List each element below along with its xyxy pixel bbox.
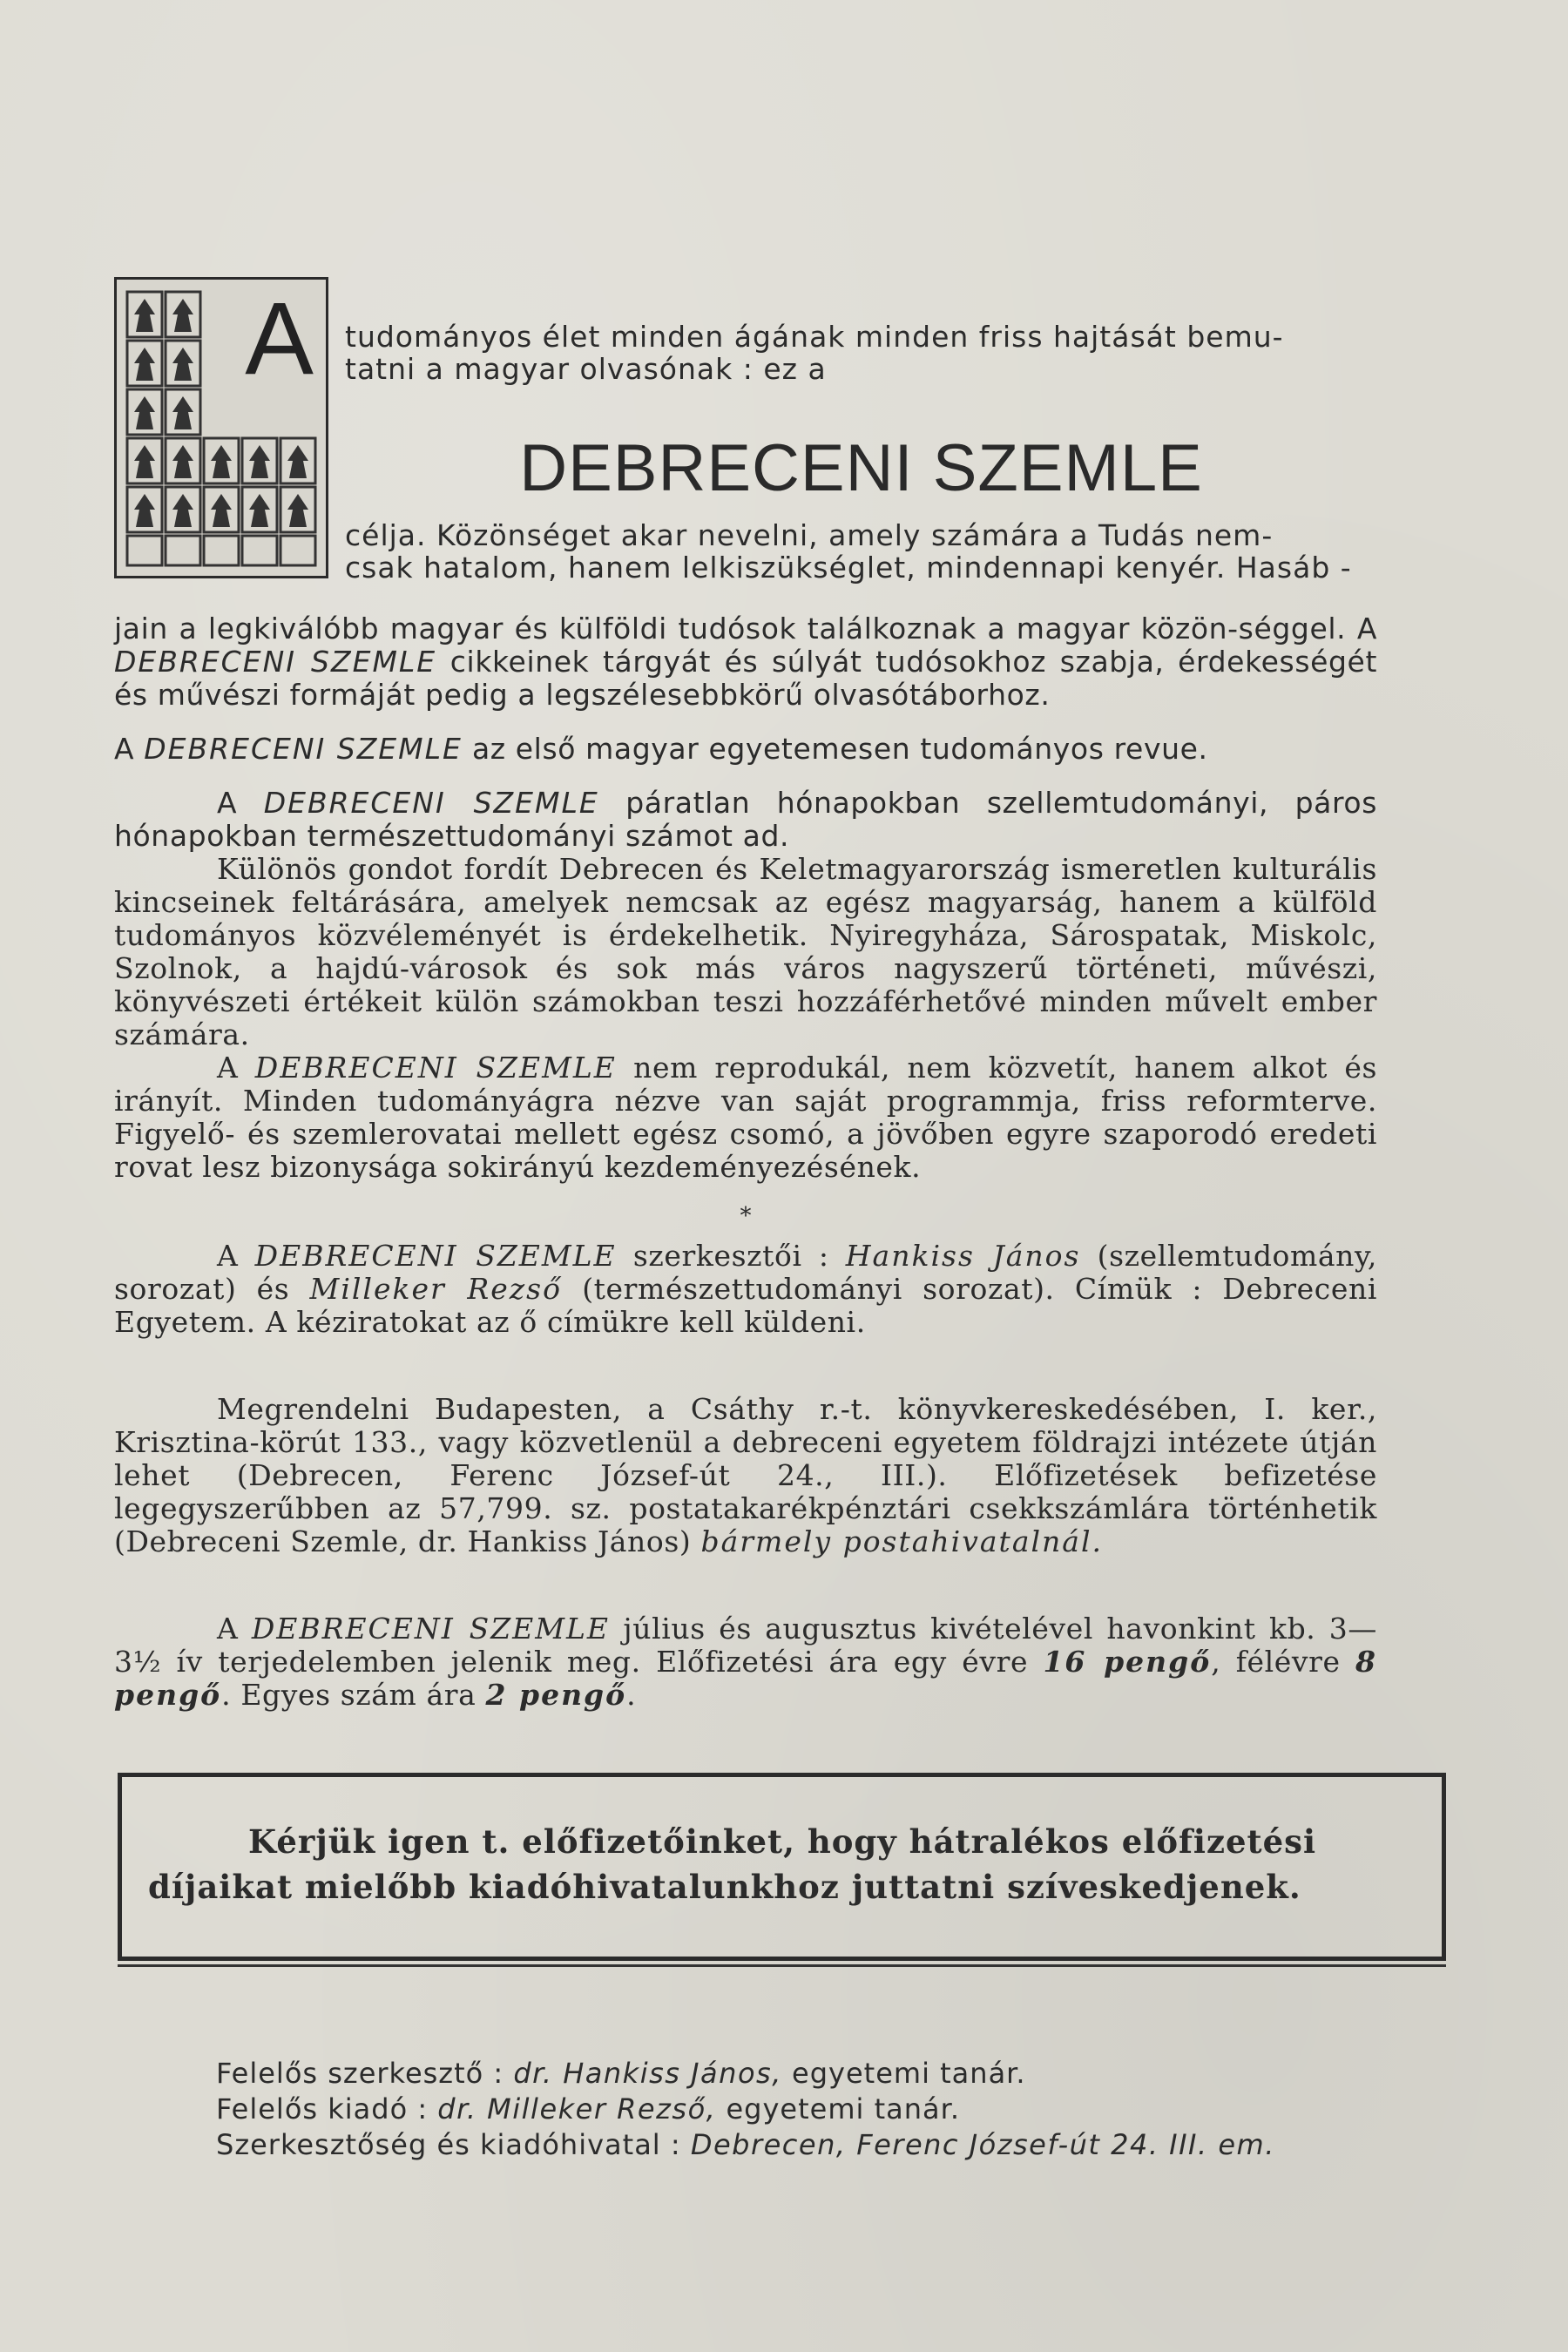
p8-text-b: július és augusztus kivételével havonkint kb. 3—3½ ív terjedelemben jelenik meg. Előfizetési ára egy évre [114, 1612, 1377, 1679]
p8-text-c: , félévre [1211, 1645, 1356, 1679]
p6-text-d: (természettudományi sorozat). Címük : Debreceni Egyetem. A kéziratokat az ő címükre kell küldeni. [114, 1272, 1377, 1339]
publisher-role: egyetemi tanár. [716, 2092, 961, 2126]
paragraph-editors [114, 1240, 1377, 1339]
intro-block [114, 277, 1377, 612]
p5-text-a: A [217, 1051, 255, 1085]
p8-text-a: A [217, 1612, 252, 1646]
editor-name-1: Hankiss János [845, 1239, 1081, 1273]
payment-notice-box [118, 1773, 1446, 1961]
editor-role: egyetemi tanár. [781, 2057, 1026, 2090]
paragraph-regional-focus: Különös gondot fordít Debrecen és Keletmagyarország ismeretlen kulturális kincseinek feltárására, amelyek nemcsak az egész magyarság, hanem a külföld tudományos közvéleményét is érdekelhetik. Nyiregyháza, Sárospatak, Miskolc, Szolnok, a hajdú-városok és sok más város nagyszerű történeti, művészi, könyvészeti értékeit külön számokban teszi hozzáférhetővé minden művelt ember számára. [114, 852, 1377, 1051]
purpose-line-2: csak hatalom, hanem lelkiszükséglet, mindennapi kenyér. Hasáb - [345, 551, 1352, 585]
main-text [114, 277, 1377, 1712]
p5-text-b: nem reprodukál, nem közvetít, hanem alkot és irányít. Minden tudományágra nézve van saját programmja, friss reformterve. Figyelő- és szemlerovatai mellett egész csomó, a jövőben egyre szaporodó eredeti rovat lesz bizonysága sokirányú kezdeményezésének. [114, 1051, 1377, 1184]
paragraph-ordering [114, 1393, 1377, 1558]
intro-line-2: tatni a magyar olvasónak : ez a [345, 352, 827, 386]
office-label: Szerkesztőség és kiadóhivatal : [216, 2128, 691, 2161]
payment-notice-text [148, 1819, 1416, 1909]
p7-text-a: Megrendelni Budapesten, a Csáthy r.-t. könyvkereskedésében, I. ker., Krisztina-körút 133., vagy közvetlenül a debreceni egyetem földrajzi intézete útján lehet (Debrecen, Ferenc József-út 24., III.). Előfizetések befizetése legegyszerűbben az 57,799. sz. postatakarékpénztári csekkszámlára történhetik (Debreceni Szemle, dr. Hankiss János) [114, 1392, 1377, 1558]
initial-letter: A [245, 281, 314, 396]
paragraph-first-revue [114, 733, 1377, 766]
editor-label: Felelős szerkesztő : [216, 2057, 514, 2090]
purpose-line-1: célja. Közönséget akar nevelni, amely számára a Tudás nem- [345, 518, 1274, 552]
p8-text-d: . Egyes szám ára [221, 1678, 486, 1712]
price-issue: 2 pengő [485, 1678, 627, 1712]
notice-line-1: Kérjük igen t. előfizetőinket, hogy hátralékos előfizetési [248, 1822, 1317, 1861]
journal-title: DEBRECENI SZEMLE [519, 431, 1203, 505]
p3-text-b: páratlan hónapokban szellemtudományi, páros hónapokban természettudományi számot ad. [114, 786, 1377, 853]
editor-name-2: Milleker Rezső [309, 1272, 562, 1306]
p6-text-c: (szellemtudomány, sorozat) és [114, 1239, 1377, 1306]
journal-name: DEBRECENI SZEMLE [251, 1612, 611, 1646]
intro-text [345, 321, 1377, 385]
notice-line-2: díjaikat mielőbb kiadóhivatalunkhoz juttatni szíveskedjenek. [148, 1868, 1301, 1906]
journal-name: DEBRECENI SZEMLE [254, 1239, 617, 1273]
p6-text-a: A [217, 1239, 255, 1273]
journal-name: DEBRECENI SZEMLE [254, 1051, 617, 1085]
paragraph-pricing [114, 1612, 1377, 1712]
p1-text-a: jain a legkiválóbb magyar és külföldi tudósok találkoznak a magyar közön-séggel. A [114, 612, 1377, 645]
editor-name: dr. Hankiss János, [513, 2057, 782, 2090]
decorated-initial [114, 277, 328, 578]
p8-text-e: . [626, 1678, 637, 1712]
notice-underline [118, 1964, 1446, 1967]
journal-name: DEBRECENI SZEMLE [144, 732, 463, 766]
journal-name: DEBRECENI SZEMLE [114, 645, 437, 679]
price-half-year: 8 pengő [114, 1645, 1377, 1712]
price-year: 16 pengő [1043, 1645, 1212, 1679]
imprint-editor [216, 2056, 1436, 2092]
paragraph-contributors [114, 612, 1377, 712]
p1-text-b: cikkeinek tárgyát és súlyát tudósokhoz szabja, érdekességét és művészi formáját pedig a legszélesebbkörű olvasótáborhoz. [114, 645, 1378, 712]
publisher-label: Felelős kiadó : [216, 2092, 438, 2126]
intro-line-1: tudományos élet minden ágának minden friss hajtását bemu- [345, 320, 1284, 354]
imprint [216, 2056, 1436, 2163]
paragraph-monthly-issues [114, 787, 1377, 853]
p2-text-b: az első magyar egyetemesen tudományos revue. [462, 732, 1208, 766]
publisher-name: dr. Milleker Rezső, [437, 2092, 717, 2126]
imprint-office [216, 2127, 1436, 2163]
purpose-text [345, 519, 1377, 584]
p2-text-a: A [114, 732, 145, 766]
paragraph-mission [114, 1051, 1377, 1184]
office-address: Debrecen, Ferenc József-út 24. III. em. [690, 2128, 1275, 2161]
p6-text-b: szerkesztői : [616, 1239, 846, 1273]
p3-text-a: A [217, 786, 264, 820]
section-separator: * [740, 1203, 752, 1229]
p7-italic: bármely postahivatalnál. [700, 1524, 1104, 1558]
imprint-publisher [216, 2092, 1436, 2127]
journal-name: DEBRECENI SZEMLE [263, 786, 599, 820]
